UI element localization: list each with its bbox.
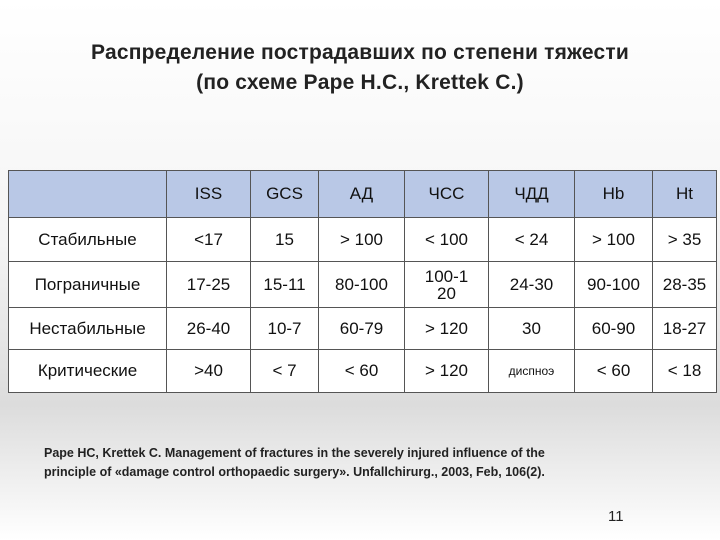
table-cell: < 18 [653,350,717,393]
table-cell: 26-40 [167,308,251,350]
table-cell: > 120 [405,350,489,393]
page-number: 11 [608,508,624,525]
table-cell: < 7 [251,350,319,393]
slide-title [0,38,720,98]
table-cell: <17 [167,218,251,262]
table-cell: диспноэ [489,350,575,393]
table-row [9,308,717,350]
table-cell: < 60 [575,350,653,393]
row-label-stable: Стабильные [9,218,167,262]
table-cell: 15-11 [251,262,319,308]
table-cell: > 35 [653,218,717,262]
table-cell: 18-27 [653,308,717,350]
table-cell: 15 [251,218,319,262]
table-cell: > 120 [405,308,489,350]
table-cell: 10-7 [251,308,319,350]
table-row [9,262,717,308]
table-cell: 24-30 [489,262,575,308]
header-iss: ISS [167,171,251,218]
table-cell: < 60 [319,350,405,393]
reference-line-1: Pape HC, Krettek C. Management of fractures in the severely injured influence of the [44,446,545,460]
table-row [9,218,717,262]
slide-title-line-2: (по схеме Pape H.C., Krettek C.) [196,71,524,94]
table-cell: < 24 [489,218,575,262]
table-cell: 28-35 [653,262,717,308]
row-label-borderline: Пограничные [9,262,167,308]
header-gcs: GCS [251,171,319,218]
row-label-unstable: Нестабильные [9,308,167,350]
table-header-row [9,171,717,218]
table-corner-cell [9,171,167,218]
table-cell: > 100 [575,218,653,262]
header-heart-rate: ЧСС [405,171,489,218]
header-blood-pressure: АД [319,171,405,218]
severity-table [8,170,717,393]
table-cell: < 100 [405,218,489,262]
table-cell [405,262,489,308]
table-row [9,350,717,393]
table-cell: 90-100 [575,262,653,308]
table-cell: 17-25 [167,262,251,308]
header-ht: Ht [653,171,717,218]
header-hb: Hb [575,171,653,218]
table-cell: >40 [167,350,251,393]
row-label-critical: Критические [9,350,167,393]
table-cell: 30 [489,308,575,350]
reference-line-2: principle of «damage control orthopaedic surgery». Unfallchirurg., 2003, Feb, 106(2). [44,465,545,479]
table-cell: 60-79 [319,308,405,350]
table-cell: 60-90 [575,308,653,350]
reference-citation [44,444,684,482]
slide-title-line-1: Распределение пострадавших по степени тяжести [91,41,629,64]
table-cell: 80-100 [319,262,405,308]
header-respiratory-rate: ЧДД [489,171,575,218]
table-cell: > 100 [319,218,405,262]
table-cell-text: 100-120 [424,266,469,303]
